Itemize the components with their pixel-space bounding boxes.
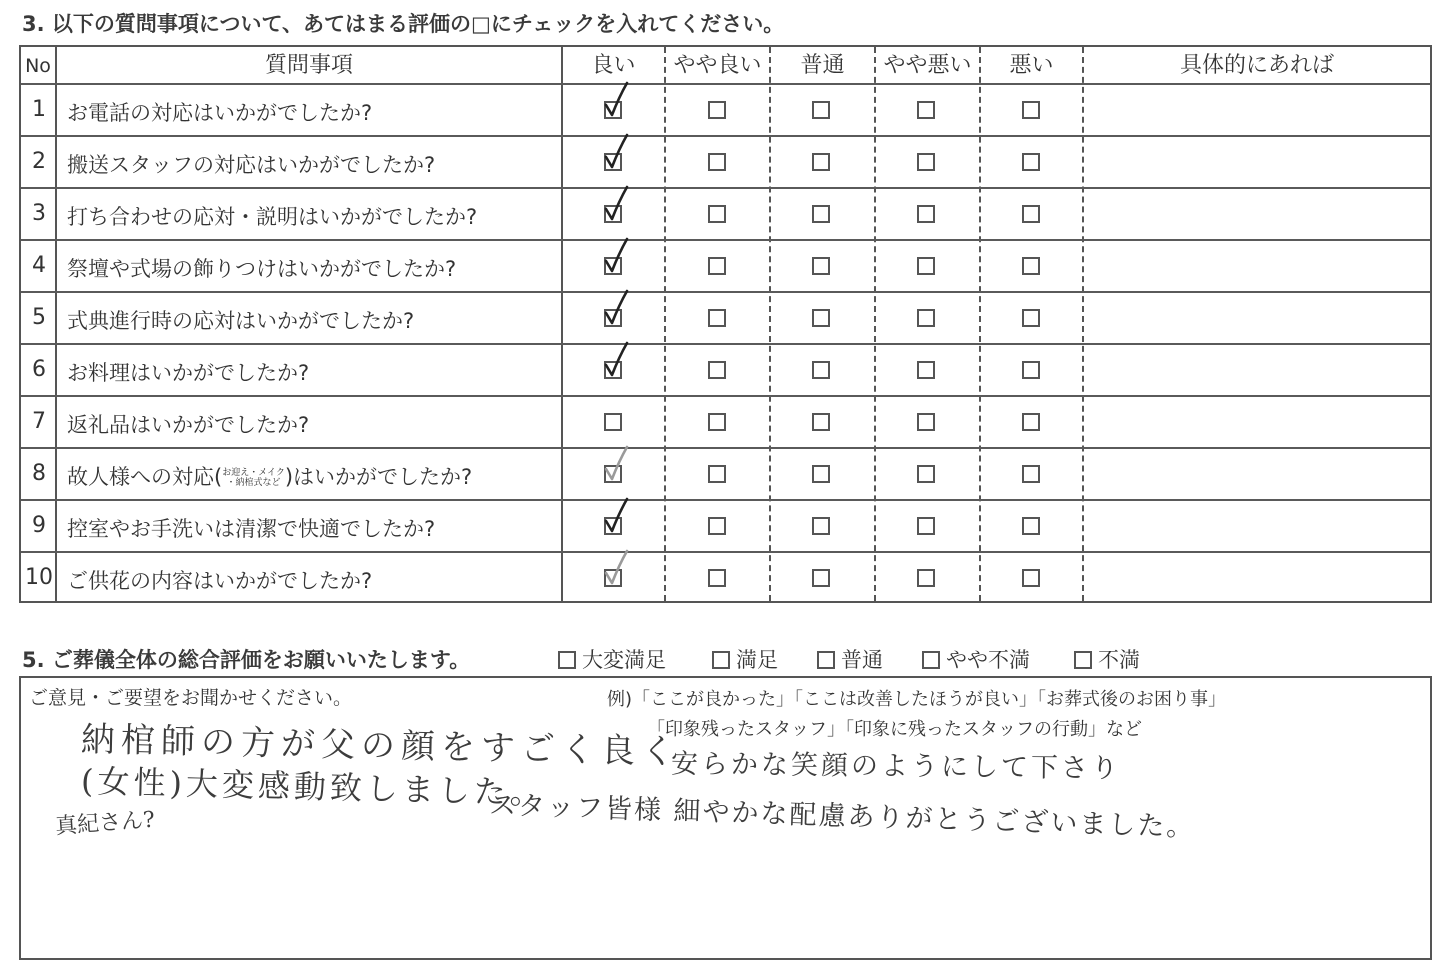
question-text: ご供花の内容はいかがでしたか?: [67, 569, 373, 593]
checkbox-fairly-good[interactable]: [708, 517, 726, 535]
row-number: 4: [32, 253, 46, 278]
checkbox-fairly-good[interactable]: [708, 413, 726, 431]
column-divider: [1082, 47, 1084, 601]
question-text: [67, 461, 472, 491]
question-text: 返礼品はいかがでしたか?: [67, 413, 310, 437]
row-number: 8: [32, 461, 46, 486]
checkmark-icon: [597, 79, 641, 123]
row-divider: [21, 551, 1430, 553]
checkbox-fairly-poor[interactable]: [917, 413, 935, 431]
row-divider: [21, 239, 1430, 241]
row-number: 9: [32, 513, 46, 538]
question-text-main: 故人様への対応(: [67, 465, 223, 489]
checkmark-icon: [597, 131, 641, 175]
checkbox-poor[interactable]: [1022, 413, 1040, 431]
question-text: お電話の対応はいかがでしたか?: [67, 101, 373, 125]
question-text: 搬送スタッフの対応はいかがでしたか?: [67, 153, 436, 177]
checkbox-fairly-poor[interactable]: [917, 101, 935, 119]
overall-option-dissatisfied[interactable]: [1074, 644, 1140, 674]
checkbox-fairly-poor[interactable]: [917, 205, 935, 223]
checkbox-poor[interactable]: [1022, 517, 1040, 535]
checkbox-average[interactable]: [812, 205, 830, 223]
row-divider: [21, 447, 1430, 449]
checkbox-poor[interactable]: [1022, 361, 1040, 379]
checkmark-icon: [597, 287, 641, 331]
checkbox-average[interactable]: [812, 517, 830, 535]
checkbox-average[interactable]: [812, 257, 830, 275]
overall-option-satisfied[interactable]: [712, 644, 778, 674]
checkbox-good[interactable]: [604, 413, 622, 431]
comment-prompt: ご意見・ご要望をお聞かせください。: [29, 687, 353, 709]
question-text: 控室やお手洗いは清潔で快適でしたか?: [67, 517, 436, 541]
checkmark-icon: [597, 495, 641, 539]
option-label: 不満: [1098, 648, 1140, 672]
header-rating-fairly-poor: やや悪い: [883, 53, 972, 78]
question-text: お料理はいかがでしたか?: [67, 361, 310, 385]
checkbox-fairly-poor[interactable]: [917, 517, 935, 535]
column-divider: [561, 47, 563, 601]
option-label: やや不満: [946, 648, 1030, 672]
checkmark-icon: [597, 443, 641, 487]
checkbox[interactable]: [817, 651, 835, 669]
header-question: 質問事項: [264, 53, 353, 78]
checkbox-fairly-good[interactable]: [708, 569, 726, 587]
checkbox-fairly-poor[interactable]: [917, 257, 935, 275]
section-5-title: 5. ご葬儀全体の総合評価をお願いいたします。: [22, 648, 471, 672]
overall-option-very-satisfied[interactable]: [558, 644, 666, 674]
header-rating-average: 普通: [800, 53, 845, 78]
option-label: 満足: [736, 648, 778, 672]
checkmark-icon: [597, 547, 641, 591]
checkbox-poor[interactable]: [1022, 101, 1040, 119]
option-label: 普通: [841, 648, 883, 672]
column-divider: [769, 47, 771, 601]
checkbox-fairly-good[interactable]: [708, 205, 726, 223]
row-number: 6: [32, 357, 46, 382]
question-note: [222, 468, 285, 488]
row-number: 5: [32, 305, 46, 330]
row-divider: [21, 135, 1430, 137]
header-rating-good: 良い: [591, 53, 636, 78]
handwritten-line-5: スタッフ皆様 細やかな配慮ありがとうございました。: [488, 789, 1196, 844]
row-divider: [21, 395, 1430, 397]
row-number: 10: [25, 565, 53, 590]
header-rating-poor: 悪い: [1009, 53, 1054, 78]
option-label: 大変満足: [582, 648, 666, 672]
comment-example-line-1: 例)「ここが良かった」「ここは改善したほうが良い」「お葬式後のお困り事」: [607, 689, 1227, 710]
checkbox-poor[interactable]: [1022, 569, 1040, 587]
checkbox-fairly-good[interactable]: [708, 465, 726, 483]
row-divider: [21, 343, 1430, 345]
checkbox[interactable]: [1074, 651, 1092, 669]
checkbox-average[interactable]: [812, 309, 830, 327]
question-text: 祭壇や式場の飾りつけはいかがでしたか?: [67, 257, 457, 281]
checkmark-icon: [597, 339, 641, 383]
checkbox-average[interactable]: [812, 101, 830, 119]
checkmark-icon: [597, 235, 641, 279]
header-comment: 具体的にあれば: [1179, 53, 1334, 78]
checkbox-average[interactable]: [812, 153, 830, 171]
row-divider: [21, 291, 1430, 293]
checkbox-poor[interactable]: [1022, 153, 1040, 171]
checkbox-fairly-poor[interactable]: [917, 309, 935, 327]
row-number: 2: [32, 149, 46, 174]
survey-table: [19, 45, 1432, 603]
question-text: 式典進行時の応対はいかがでしたか?: [67, 309, 415, 333]
question-note-line: お迎え・メイク: [222, 468, 285, 478]
checkbox[interactable]: [558, 651, 576, 669]
column-divider: [874, 47, 876, 601]
checkbox-poor[interactable]: [1022, 257, 1040, 275]
checkmark-icon: [597, 183, 641, 227]
row-number: 3: [32, 201, 46, 226]
overall-option-average[interactable]: [817, 644, 883, 674]
question-text-main: )はいかがでしたか?: [284, 465, 473, 489]
column-divider: [979, 47, 981, 601]
checkbox-poor[interactable]: [1022, 309, 1040, 327]
checkbox-fairly-good[interactable]: [708, 309, 726, 327]
handwritten-line-1: 納棺師の方が父の顔をすごく良く: [80, 719, 682, 773]
row-number: 1: [32, 97, 46, 122]
row-divider: [21, 499, 1430, 501]
checkbox-fairly-good[interactable]: [708, 361, 726, 379]
checkbox-fairly-good[interactable]: [708, 257, 726, 275]
handwritten-line-3: (女性)大変感動致しました。: [80, 761, 547, 813]
checkbox-fairly-poor[interactable]: [917, 153, 935, 171]
checkbox-average[interactable]: [812, 361, 830, 379]
checkbox-fairly-poor[interactable]: [917, 569, 935, 587]
header-no: No: [25, 55, 51, 77]
checkbox-fairly-good[interactable]: [708, 153, 726, 171]
row-divider: [21, 83, 1430, 85]
comment-box[interactable]: [19, 676, 1432, 960]
checkbox[interactable]: [922, 651, 940, 669]
comment-example-line-2: 「印象残ったスタッフ」「印象に残ったスタッフの行動」など: [647, 719, 1142, 740]
handwritten-line-2: 安らかな笑顔のようにして下さり: [670, 748, 1122, 785]
column-divider: [664, 47, 666, 601]
checkbox-fairly-good[interactable]: [708, 101, 726, 119]
checkbox-average[interactable]: [812, 569, 830, 587]
checkbox-average[interactable]: [812, 413, 830, 431]
row-divider: [21, 187, 1430, 189]
header-rating-fairly-good: やや良い: [673, 53, 762, 78]
checkbox-poor[interactable]: [1022, 465, 1040, 483]
question-note-line: ・納棺式など: [226, 478, 281, 488]
checkbox-poor[interactable]: [1022, 205, 1040, 223]
checkbox-fairly-poor[interactable]: [917, 361, 935, 379]
handwritten-line-4: 真紀さん?: [54, 807, 156, 840]
checkbox-average[interactable]: [812, 465, 830, 483]
section-3-title: 3. 以下の質問事項について、あてはまる評価の□にチェックを入れてください。: [22, 12, 785, 36]
checkbox-fairly-poor[interactable]: [917, 465, 935, 483]
question-text: 打ち合わせの応対・説明はいかがでしたか?: [67, 205, 478, 229]
overall-option-slightly-dissatisfied[interactable]: [922, 644, 1030, 674]
checkbox[interactable]: [712, 651, 730, 669]
row-number: 7: [32, 409, 46, 434]
